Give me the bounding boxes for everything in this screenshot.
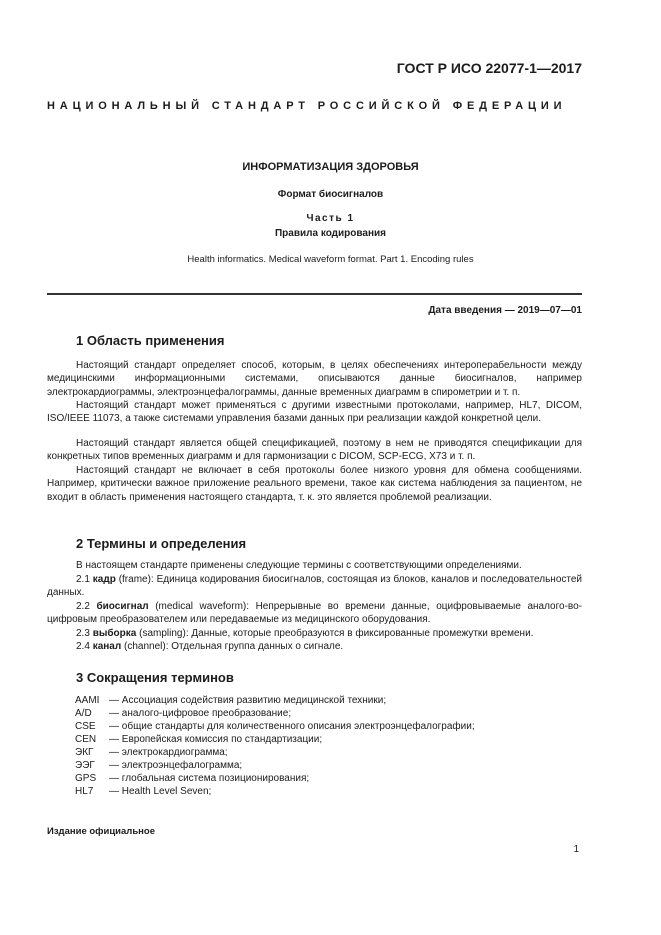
abbreviation-meaning: — Health Level Seven; (109, 786, 212, 797)
term-text: : Отдельная группа данных о сигнале. (165, 641, 344, 652)
section1-paragraph: Настоящий стандарт является общей спецификацией, поэтому в нем не приводятся спецификации для конкретных типов временных диаграмм и для гармонизации с DICOM, SCP-ECG, X73 и т. п. (47, 438, 582, 463)
term-definition (47, 573, 582, 600)
abbreviation-row (75, 695, 386, 708)
abbreviation: GPS (75, 773, 97, 784)
term-definition (47, 627, 582, 640)
term-name: кадр (92, 574, 116, 585)
abbreviation-row (75, 721, 475, 734)
term-english: (medical waveform) (155, 601, 247, 612)
part-name: Правила кодирования (274, 228, 386, 239)
terms-intro: В настоящем стандарте применены следующие термины с соответствующими определениями. (76, 560, 522, 571)
part-number: Часть 1 (306, 213, 355, 224)
abbreviation-row (75, 747, 228, 760)
section1-paragraph: Настоящий стандарт не включает в себя протоколы более низкого уровня для обмена сообщениями. Например, критически важное приложение реального времени, такое как система наблюдения за пациентом, не входит в область применения настоящего стандарта, т. к. это является проблемой реализации. (47, 465, 582, 503)
abbreviation-row (75, 734, 322, 747)
english-title: Health informatics. Medical waveform format. Part 1. Encoding rules (187, 254, 474, 265)
abbreviation: CEN (75, 734, 97, 745)
document-title: ИНФОРМАТИЗАЦИЯ ЗДОРОВЬЯ (242, 161, 419, 173)
term-text: : Данные, которые преобразуются в фиксированные промежутки времени. (185, 628, 534, 639)
abbreviation-meaning: — глобальная система позиционирования; (109, 773, 310, 784)
term-number: 2.4 (76, 641, 90, 652)
abbreviation: CSE (75, 721, 96, 732)
term-definition (47, 600, 582, 627)
abbreviation-meaning: — Европейская комиссия по стандартизации; (109, 734, 323, 745)
effective-date: Дата введения — 2019—07—01 (428, 305, 582, 316)
standard-number: ГОСТ Р ИСО 22077-1—2017 (396, 60, 582, 76)
title-divider (47, 293, 582, 295)
term-name: выборка (92, 628, 137, 639)
abbreviation-meaning: — электроэнцефалограмма; (109, 760, 243, 771)
term-number: 2.3 (76, 628, 90, 639)
term-name: канал (92, 641, 122, 652)
abbreviation-meaning: — Ассоциация содействия развитию медицинской техники; (109, 695, 387, 706)
section1-paragraph: Настоящий стандарт определяет способ, которым, в целях обеспечениях интероперабельности между медицинскими информационными системами, описываются данные биосигналов, например электрокардиограммы, электроэнцефалограммы, данные временных диаграмм в спирометрии и т. п. (47, 360, 582, 398)
page-number: 1 (573, 844, 579, 855)
abbreviation-row (75, 708, 291, 721)
abbreviation: HL7 (75, 786, 94, 797)
term-text: : Единица кодирования биосигналов, состоящая из блоков, каналов и последовательностей данных. (47, 574, 583, 599)
abbreviation: ЭКГ (75, 747, 94, 758)
term-definition (47, 640, 582, 653)
term-number: 2.2 (76, 601, 90, 612)
section1-heading: 1 Область применения (76, 333, 225, 348)
abbreviation-row (75, 773, 309, 786)
abbreviation: AAMI (75, 695, 100, 706)
term-name: биосигнал (96, 601, 149, 612)
abbreviation-row (75, 760, 242, 773)
term-english: (frame) (118, 574, 151, 585)
term-english: (sampling) (139, 628, 186, 639)
abbreviation-meaning: — аналого-цифровое преобразование; (109, 708, 292, 719)
document-subtitle: Формат биосигналов (277, 189, 384, 200)
official-edition-label: Издание официальное (47, 826, 155, 837)
abbreviation-meaning: — общие стандарты для количественного описания электроэнцефалографии; (109, 721, 475, 732)
section3-heading: 3 Сокращения терминов (76, 670, 234, 685)
term-text: : Непрерывные во времени данные, оцифровываемые аналого-во-цифровым преобразователем или передаваемые из медицинского оборудования. (47, 601, 583, 626)
abbreviation: ЭЭГ (75, 760, 95, 771)
national-standard-banner: НАЦИОНАЛЬНЫЙ СТАНДАРТ РОССИЙСКОЙ ФЕДЕРАЦИИ (47, 100, 567, 112)
abbreviation-row (75, 786, 211, 799)
abbreviation: A/D (75, 708, 92, 719)
term-number: 2.1 (76, 574, 90, 585)
abbreviation-meaning: — электрокардиограмма; (109, 747, 228, 758)
section1-paragraph: Настоящий стандарт может применяться с другими известными протоколами, например, HL7, DICOM, ISO/IEEE 11073, а также системами управления базами данных при реализации каждой конкретной цели. (47, 400, 582, 425)
term-english: (channel) (124, 641, 166, 652)
section2-heading: 2 Термины и определения (76, 536, 247, 551)
